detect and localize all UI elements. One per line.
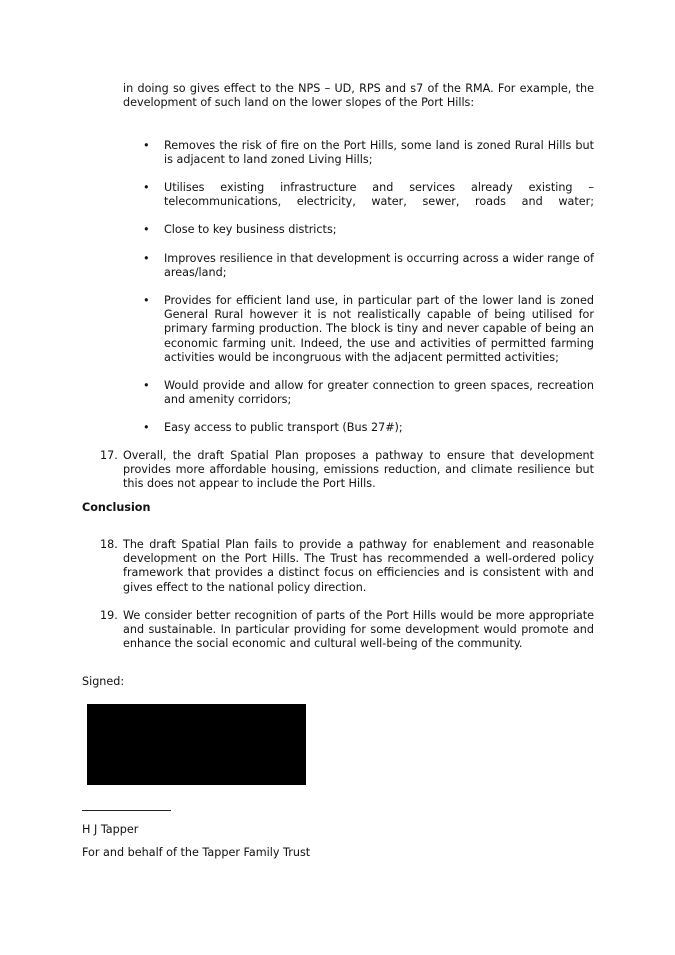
bullet-item: Utilises existing infrastructure and services already existing – telecommunications, electricity, water, sewer, roads and water; — [164, 181, 594, 209]
paragraph-number: 17. — [100, 449, 118, 462]
intro-paragraph: in doing so gives effect to the NPS – UD, RPS and s7 of the RMA. For example, the development of such land on the lower slopes of the Port Hills: — [123, 82, 594, 110]
bullet-marker: • — [143, 421, 150, 434]
paragraph-number: 19. — [100, 609, 118, 622]
paragraph-18: The draft Spatial Plan fails to provide a pathway for enablement and reasonable development on the Port Hills. The Trust has recommended a well-ordered policy framework that provides a distinct focus on efficiencies and is consistent with and gives effect to the national policy direction. — [123, 538, 594, 594]
bullet-marker: • — [143, 294, 150, 307]
bullet-marker: • — [143, 252, 150, 265]
signature-line — [82, 810, 171, 811]
bullet-item: Easy access to public transport (Bus 27#); — [164, 421, 403, 434]
paragraph-number: 18. — [100, 538, 118, 551]
bullet-item: Improves resilience in that development is occurring across a wider range of areas/land; — [164, 252, 594, 280]
bullet-item: Removes the risk of fire on the Port Hills, some land is zoned Rural Hills but is adjacent to land zoned Living Hills; — [164, 139, 594, 167]
bullet-marker: • — [143, 181, 150, 194]
bullet-marker: • — [143, 139, 150, 152]
signed-label: Signed: — [82, 675, 125, 688]
bullet-item: Close to key business districts; — [164, 223, 337, 236]
signatory-name: H J Tapper — [82, 823, 139, 836]
bullet-item: Would provide and allow for greater connection to green spaces, recreation and amenity corridors; — [164, 379, 594, 407]
signatory-role: For and behalf of the Tapper Family Trust — [82, 846, 311, 859]
bullet-item: Provides for efficient land use, in particular part of the lower land is zoned General Rural however it is not realistically capable of being utilised for primary farming production. The block is tiny and never capable of being an economic farming unit. Indeed, the use and activities of permitted farming activities would be incongruous with the adjacent permitted activities; — [164, 294, 594, 364]
paragraph-19: We consider better recognition of parts of the Port Hills would be more appropriate and sustainable. In particular providing for some development would promote and enhance the social economic and cultural well-being of the community. — [123, 609, 594, 651]
conclusion-heading: Conclusion — [82, 501, 151, 514]
redacted-signature — [87, 704, 306, 785]
bullet-marker: • — [143, 223, 150, 236]
bullet-marker: • — [143, 379, 150, 392]
paragraph-17: Overall, the draft Spatial Plan proposes a pathway to ensure that development provides more affordable housing, emissions reduction, and climate resilience but this does not appear to include the Port Hills. — [123, 449, 594, 491]
